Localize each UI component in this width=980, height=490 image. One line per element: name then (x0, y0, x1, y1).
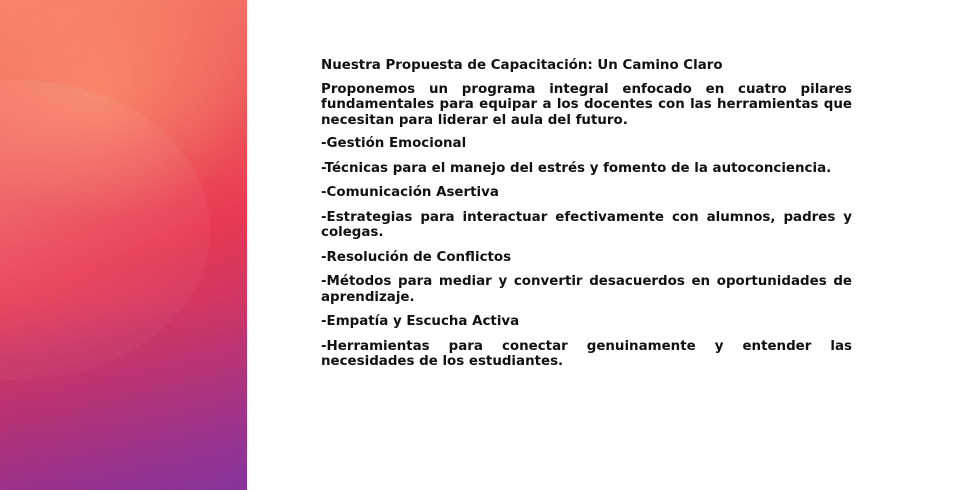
pillar-description-1: -Técnicas para el manejo del estrés y fomento de la autoconciencia. (321, 160, 832, 176)
pillar-description-3: -Métodos para mediar y convertir desacuerdos en oportunidades de aprendizaje. (321, 274, 852, 305)
pillar-heading-3: -Resolución de Conflictos (321, 249, 512, 265)
pillar-heading-4: -Empatía y Escucha Activa (321, 314, 520, 329)
slide-content (321, 58, 852, 379)
pillar-description-2: -Estrategias para interactuar efectivamente con alumnos, padres y colegas. (321, 209, 852, 240)
intro-paragraph: Proponemos un programa integral enfocado en cuatro pilares fundamentales para equipar a los docentes con las herramientas que necesitan para liderar el aula del futuro. (321, 81, 852, 128)
gradient-side-panel (0, 0, 247, 490)
panel-bottom-shade (0, 300, 247, 490)
slide-title: Nuestra Propuesta de Capacitación: Un Camino Claro (321, 58, 723, 73)
pillar-description-4: -Herramientas para conectar genuinamente y entender las necesidades de los estudiantes. (321, 338, 852, 369)
pillar-heading-1: -Gestión Emocional (321, 136, 467, 151)
pillar-heading-2: -Comunicación Asertiva (321, 185, 499, 200)
